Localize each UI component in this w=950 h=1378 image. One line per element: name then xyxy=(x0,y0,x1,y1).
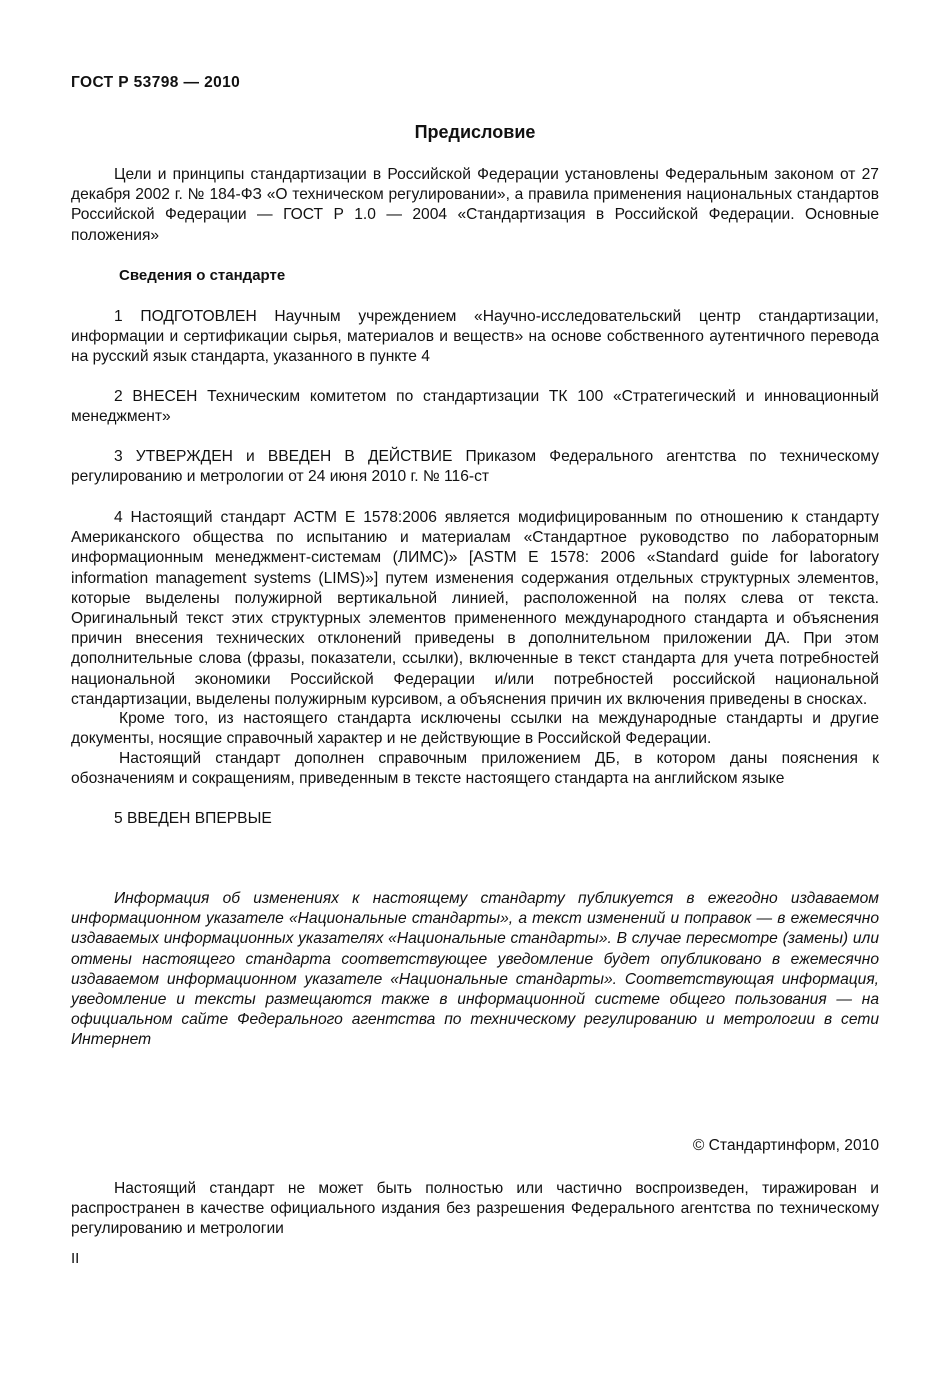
item-5-paragraph: 5 ВВЕДЕН ВПЕРВЫЕ xyxy=(114,810,272,827)
intro-paragraph: Цели и принципы стандартизации в Российской Федерации установлены Федеральным законом от 27 декабря 2002 г. № 184-ФЗ «О техническом регулировании», а правила применения национальных стандартов Российской Федерации — ГОСТ Р 1.0 — 2004 «Стандартизация в Российской Федерации. Основные положения» xyxy=(71,166,879,244)
item-4-paragraph: 4 Настоящий стандарт АСТМ Е 1578:2006 является модифицированным по отношению к стандарту Американского общества по испытанию и материалам «Стандартное руководство по лабораторным информационным менеджмент-системам (ЛИМС)» [ASTM E 1578: 2006 «Standard guide for laboratory information management systems (LIMS)»] путем изменения содержания отдельных структурных элементов, которые выделены полужирной вертикальной линией, расположенной на полях слева от текста. Оригинальный текст этих структурных элементов примененного международного стандарта и объяснения причин внесения технических отклонений приведены в дополнительном приложении ДА. При этом дополнительные слова (фразы, показатели, ссылки), включенные в текст стандарта для учета потребностей национальной экономики Российской Федерации и/или потребностей российской национальной стандартизации, выделены полужирным курсивом, а объяснения причин их включения приведены в сносках. xyxy=(71,509,879,708)
document-id-header: ГОСТ Р 53798 — 2010 xyxy=(71,74,241,91)
item-3-paragraph: 3 УТВЕРЖДЕН и ВВЕДЕН В ДЕЙСТВИЕ Приказом Федерального агентства по техническому регулированию и метрологии от 24 июня 2010 г. № 116-ст xyxy=(71,448,879,486)
item-1-paragraph: 1 ПОДГОТОВЛЕН Научным учреждением «Научно-исследовательский центр стандартизации, информации и сертификации сырья, материалов и веществ» на основе собственного аутентичного перевода на русский язык стандарта, указанного в пункте 4 xyxy=(71,308,879,366)
copyright-line: © Стандартинформ, 2010 xyxy=(692,1137,879,1154)
section-subheading: Сведения о стандарте xyxy=(119,267,286,284)
document-page xyxy=(71,0,879,1378)
page-title: Предисловие xyxy=(414,122,536,142)
reproduction-notice: Настоящий стандарт не может быть полностью или частично воспроизведен, тиражирован и распространен в качестве официального издания без разрешения Федерального агентства по техническому регулированию и метрологии xyxy=(71,1180,879,1238)
changes-info-notice: Информация об изменениях к настоящему стандарту публикуется в ежегодно издаваемом информационном указателе «Национальные стандарты», а текст изменений и поправок — в ежемесячно издаваемых информационных указателях «Национальные стандарты». В случае пересмотре (замены) или отмены настоящего стандарта соответствующее уведомление будет опубликовано в ежемесячно издаваемом информационном указателе «Национальные стандарты». Соответствующая информация, уведомление и тексты размещаются также в информационной системе общего пользования — на официальном сайте Федерального агентства по техническому регулированию и метрологии в сети Интернет xyxy=(71,890,879,1049)
item-4-continuation-1: Кроме того, из настоящего стандарта исключены ссылки на международные стандарты и другие документы, носящие справочный характер и не действующие в Российской Федерации. xyxy=(71,710,879,748)
page-number: II xyxy=(71,1250,80,1267)
item-4-continuation-2: Настоящий стандарт дополнен справочным приложением ДБ, в котором даны пояснения к обозначениям и сокращениям, приведенным в тексте настоящего стандарта на английском языке xyxy=(71,750,879,788)
item-2-paragraph: 2 ВНЕСЕН Техническим комитетом по стандартизации ТК 100 «Стратегический и инновационный менеджмент» xyxy=(71,388,879,426)
